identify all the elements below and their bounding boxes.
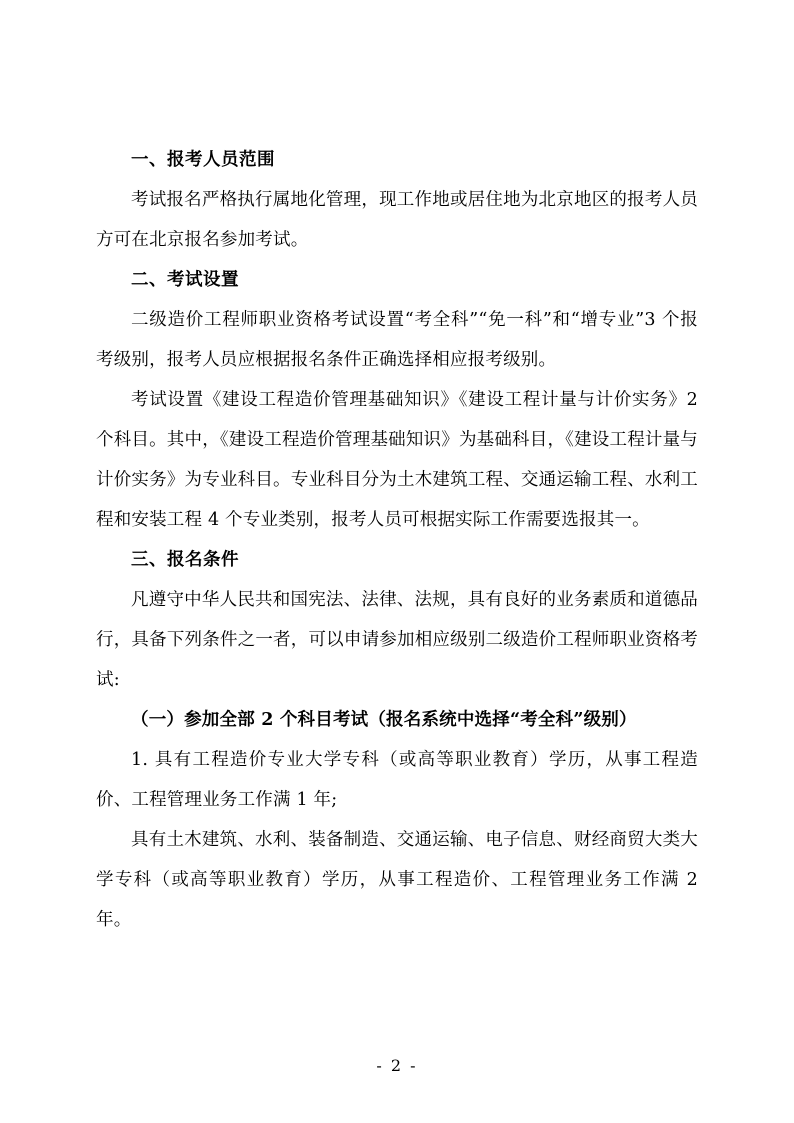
section-heading-2: 二、考试设置 xyxy=(131,270,239,290)
paragraph-exam-levels: 二级造价工程师职业资格考试设置“考全科”“免一科”和“增专业”3 个报考级别，报考人员应根据报名条件正确选择相应报考级别。 xyxy=(96,310,698,370)
paragraph-item-one-sub-1: 1. 具有工程造价专业大学专科（或高等职业教育）学历，从事工程造价、工程管理业务工作满 1 年; xyxy=(96,750,698,810)
document-body xyxy=(96,140,698,940)
paragraph-exam-subjects: 考试设置《建设工程造价管理基础知识》《建设工程计量与计价实务》2 个科目。其中，《建设工程造价管理基础知识》为基础科目，《建设工程计量与计价实务》为专业科目。专业科目分为土木建筑工程、交通运输工程、水利工程和安装工程 4 个专业类别，报考人员可根据实际工作需要选报其一。 xyxy=(96,390,698,530)
paragraph-eligibility-intro: 凡遵守中华人民共和国宪法、法律、法规，具有良好的业务素质和道德品行，具备下列条件之一者，可以申请参加相应级别二级造价工程师职业资格考试: xyxy=(96,590,698,690)
paragraph-item-one-sub-2: 具有土木建筑、水利、装备制造、交通运输、电子信息、财经商贸大类大学专科（或高等职业教育）学历，从事工程造价、工程管理业务工作满 2 年。 xyxy=(96,830,698,930)
section-heading-1: 一、报考人员范围 xyxy=(131,150,275,170)
section-heading-3: 三、报名条件 xyxy=(131,550,239,570)
paragraph-item-one: （一）参加全部 2 个科目考试（报名系统中选择“考全科”级别） xyxy=(131,710,637,730)
paragraph-scope: 考试报名严格执行属地化管理，现工作地或居住地为北京地区的报考人员方可在北京报名参加考试。 xyxy=(96,190,698,250)
page-number: - 2 - xyxy=(376,1056,418,1075)
